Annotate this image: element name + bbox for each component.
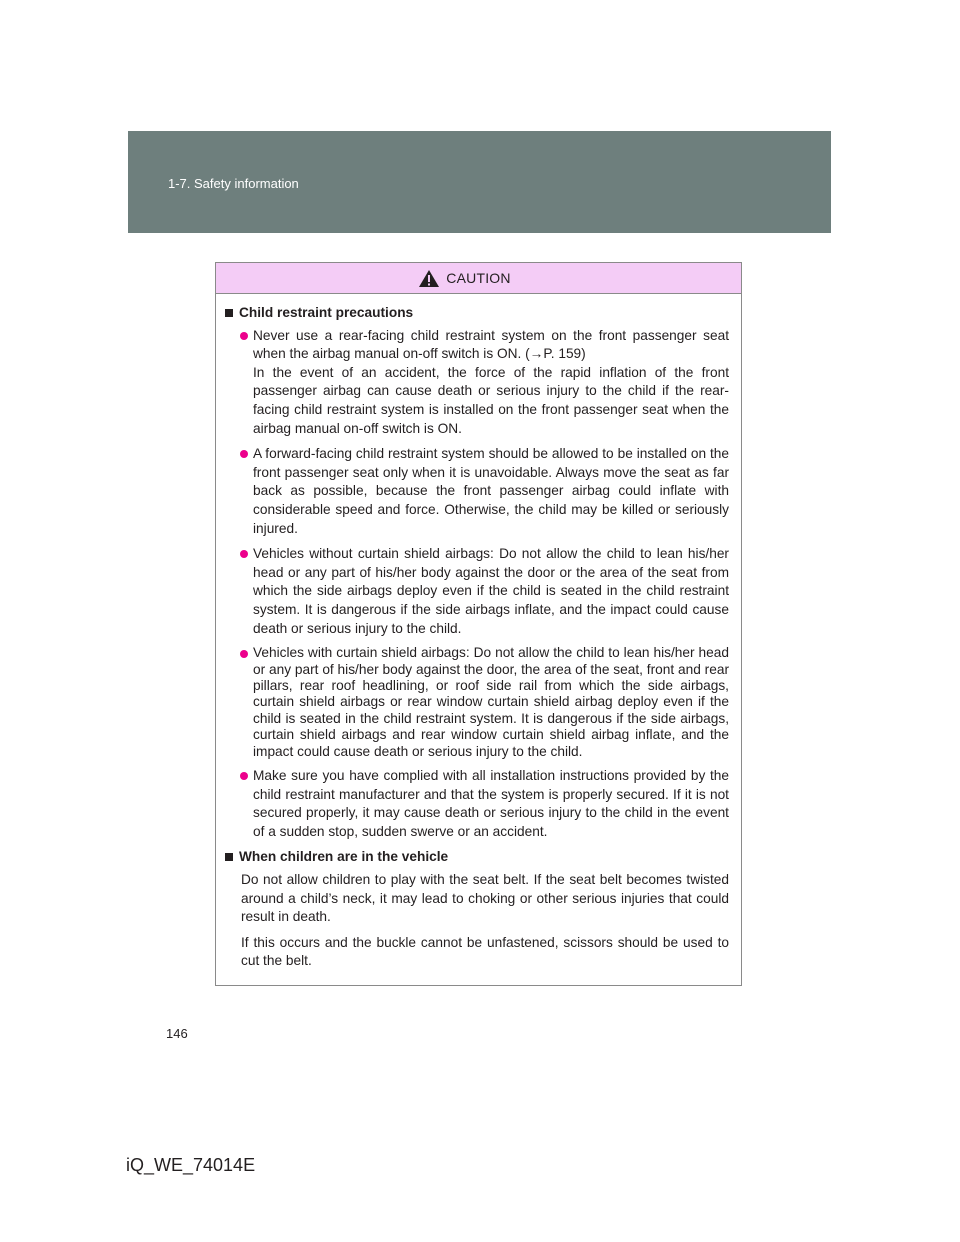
round-bullet-icon xyxy=(240,772,248,780)
square-bullet-icon xyxy=(225,853,233,861)
list-item-text: Never use a rear-facing child restraint system on the front passenger seat when the airbag manual on-off switch is ON. (→P. 159) xyxy=(253,327,729,362)
paragraph: Do not allow children to play with the seat belt. If the seat belt becomes twisted around a child’s neck, it may lead to choking or other serious injuries that could result in death. xyxy=(241,871,729,925)
list-item-text: In the event of an accident, the force of the rapid inflation of the front passenger airbag can cause death or serious injury to the child if the rear-facing child restraint system is installed on the front passenger seat when the airbag manual on-off switch is ON. xyxy=(253,364,729,436)
section-heading xyxy=(224,304,729,323)
list-item xyxy=(240,327,729,439)
paragraph: If this occurs and the buckle cannot be unfastened, scissors should be used to cut the belt. xyxy=(241,934,729,969)
round-bullet-icon xyxy=(240,550,248,558)
caution-box xyxy=(215,262,742,986)
list-item xyxy=(240,445,729,538)
list-item-text: A forward-facing child restraint system should be allowed to be installed on the front passenger seat only when it is unavoidable. Always move the seat as far back as possible, because the front passenger airbag could inflate with considerable speed and force. Otherwise, the child may be killed or seriously injured. xyxy=(253,446,729,536)
round-bullet-icon xyxy=(240,332,248,340)
caution-body xyxy=(216,294,741,971)
list-item xyxy=(240,545,729,638)
section-heading-text: Child restraint precautions xyxy=(239,305,414,320)
header-band xyxy=(128,131,831,233)
section-heading-text: When children are in the vehicle xyxy=(239,849,449,865)
section-title: 1-7. Safety information xyxy=(168,176,299,191)
square-bullet-icon xyxy=(225,309,233,317)
list-item-text: Make sure you have complied with all installation instructions provided by the child restraint manufacturer and that the system is properly secured. If it is not secured properly, it may cause death or serious injury to the child in the event of a sudden stop, sudden swerve or an accident. xyxy=(253,767,729,839)
section-heading xyxy=(224,848,729,867)
round-bullet-icon xyxy=(240,450,248,458)
warning-triangle-icon xyxy=(418,269,440,288)
caution-header xyxy=(216,263,741,294)
page-number: 146 xyxy=(166,1026,188,1041)
round-bullet-icon xyxy=(240,650,248,658)
caution-title: CAUTION xyxy=(446,270,511,286)
document-code: iQ_WE_74014E xyxy=(126,1155,256,1175)
list-item xyxy=(240,645,729,760)
list-item xyxy=(240,767,729,841)
list-item-text: Vehicles with curtain shield airbags: Do not allow the child to lean his/her head or any part of his/her body against the door, the area of the seat, front and rear pillars, rear roof headlining, or roof side rail from which the side airbags, curtain shield airbags or rear window curtain shield airbag deploy even if the child is seated in the child restraint system. It is dangerous if the side airbags, curtain shield airbags and rear window curtain shield airbag inflate, and the impact could cause death or serious injury to the child. xyxy=(253,645,729,759)
list-item-text: Vehicles without curtain shield airbags: Do not allow the child to lean his/her head or any part of his/her body against the door or the area of the seat from which the side airbags deploy even if the child is seated in the child restraint system. It is dangerous if the side airbags inflate, and the impact could cause death or serious injury to the child. xyxy=(253,546,729,636)
